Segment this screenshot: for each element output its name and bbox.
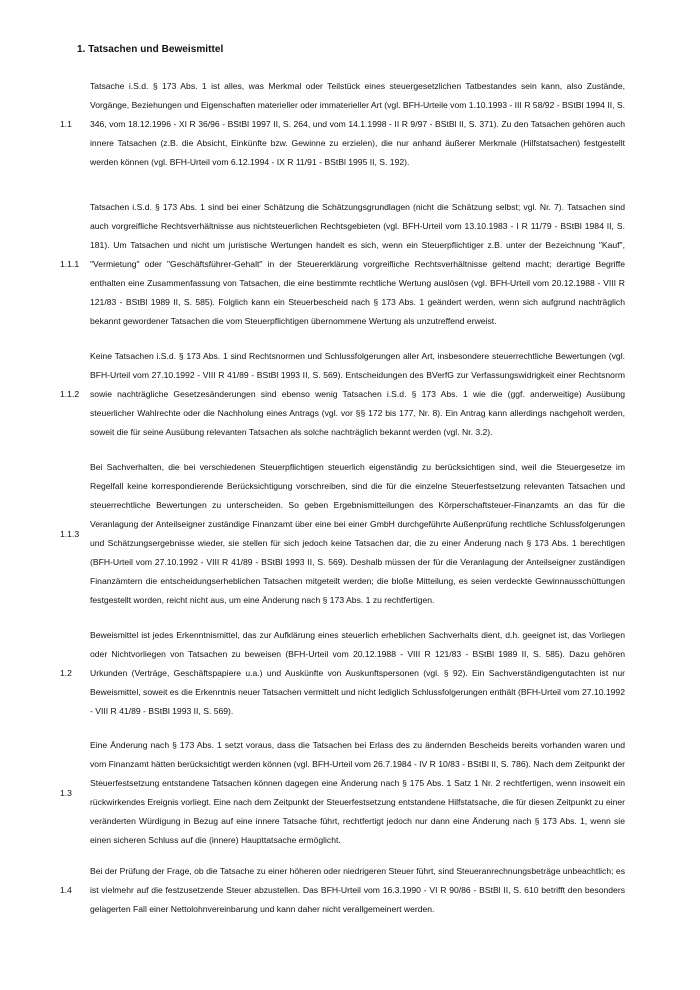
paragraph-number: 1.2 — [60, 668, 72, 678]
paragraph-1-2 — [60, 626, 625, 721]
paragraph-text: Tatsache i.S.d. § 173 Abs. 1 ist alles, was Merkmal oder Teilstück eines steuergesetzlichen Tatbestandes sein kann, also Zustände, Vorgänge, Beziehungen und Eigenschaften materieller oder immaterieller Art (vgl. BFH-Urteile vom 1.10.1993 - III R 58/92 - BStBl 1994 II, S. 346, vom 18.12.1996 - XI R 36/96 - BStBl 1997 II, S. 264, und vom 14.1.1998 - II R 9/97 - BStBl II, S. 371). Zu den Tatsachen gehören auch innere Tatsachen (z.B. die Absicht, Einkünfte bzw. Gewinne zu erzielen), die nur anhand äußerer Merkmale (Hilfstatsachen) festgestellt werden können (vgl. BFH-Urteil vom 6.12.1994 - IX R 11/91 - BStBl 1995 II, S. 192). — [90, 81, 625, 167]
paragraph-number: 1.3 — [60, 787, 72, 798]
paragraph-number: 1.4 — [60, 885, 72, 895]
paragraph-1-1-2 — [60, 347, 625, 442]
paragraph-1-1-3 — [60, 458, 625, 610]
paragraph-1-1-1 — [60, 198, 625, 331]
paragraph-text: Tatsachen i.S.d. § 173 Abs. 1 sind bei einer Schätzung die Schätzungsgrundlagen (nicht die Schätzung selbst; vgl. Nr. 7). Tatsachen sind auch vorgreifliche Rechtsverhältnisse aus nichtsteuerlichen Rechtsgebieten (vgl. BFH-Urteil vom 13.10.1983 - I R 11/79 - BStBl 1984 II, S. 181). Um Tatsachen und nicht um juristische Wertungen handelt es sich, wenn ein Steuerpflichtiger z.B. unter der Bezeichnung "Kauf", "Vermietung" oder "Geschäftsführer-Gehalt" in der Steuererklärung vorgreifliche Rechtsverhältnisse geltend macht; derartige Begriffe enthalten eine Zusammenfassung von Tatsachen, die eine bestimmte rechtliche Wertung auslösen (vgl. BFH-Urteil vom 20.12.1988 - VIII R 121/83 - BStBl 1989 II, S. 585). Folglich kann ein Steuerbescheid nach § 173 Abs. 1 geändert werden, wenn sich aufgrund nachträglich bekannt gewordener Tatsachen die vom Steuerpflichtigen übernommene Wertung als unzutreffend erweist. — [90, 202, 625, 326]
paragraph-1-1 — [60, 77, 625, 172]
paragraph-text: Beweismittel ist jedes Erkenntnismittel, das zur Aufklärung eines steuerlich erheblichen Sachverhalts dient, d.h. geeignet ist, das Vorliegen oder Nichtvorliegen von Tatsachen zu beweisen (BFH-Urteil vom 20.12.1988 - VIII R 121/83 - BStBl 1989 II, S. 585). Dazu gehören Urkunden (Verträge, Geschäftspapiere u.a.) und Auskünfte von Auskunftspersonen (vgl. § 92). Ein Sachverständigengutachten ist nur Beweismittel, soweit es die Erkenntnis neuer Tatsachen vermittelt und nicht lediglich Schlussfolgerungen enthält (BFH-Urteil vom 27.10.1992 - VIII R 41/89 - BStBl 1993 II, S. 569). — [90, 630, 625, 716]
section-heading: 1. Tatsachen und Beweismittel — [77, 44, 224, 55]
paragraph-number: 1.1.3 — [60, 528, 80, 539]
paragraph-text: Eine Änderung nach § 173 Abs. 1 setzt voraus, dass die Tatsachen bei Erlass des zu ändernden Bescheids bereits vorhanden waren und vom Finanzamt hätten berücksichtigt werden können (vgl. BFH-Urteil vom 26.7.1984 - IV R 10/83 - BStBl II, S. 786). Nach dem Zeitpunkt der Steuerfestsetzung entstandene Tatsachen können dagegen eine Änderung nach § 175 Abs. 1 Satz 1 Nr. 2 rechtfertigen, wenn insoweit ein rückwirkendes Ereignis vorliegt. Eine nach dem Zeitpunkt der Steuerfestsetzung entstandene Hilfstatsache, die für diesen Zeitpunkt zu einer veränderten Würdigung in Bezug auf eine innere Tatsache führt, rechtfertigt jedoch nur dann eine Änderung nach § 173 Abs. 1, wenn sie einen sicheren Schluss auf die (innere) Haupttatsache ermöglicht. — [90, 740, 625, 845]
paragraph-number: 1.1 — [60, 119, 72, 129]
paragraph-1-3 — [60, 736, 625, 850]
paragraph-text: Keine Tatsachen i.S.d. § 173 Abs. 1 sind Rechtsnormen und Schlussfolgerungen aller Art, insbesondere steuerrechtliche Bewertungen (vgl. BFH-Urteil vom 27.10.1992 - VIII R 41/89 - BStBl 1993 II, S. 569). Entscheidungen des BVerfG zur Verfassungswidrigkeit einer Rechtsnorm sowie nachträgliche Gesetzesänderungen sind ebenso wenig Tatsachen i.S.d. § 173 Abs. 1 wie die (ggf. anderweitige) Ausübung steuerlicher Wahlrechte oder die Nachholung eines Antrags (vgl. vor §§ 172 bis 177, Nr. 8). Ein Antrag kann allerdings nachgeholt werden, soweit die für seine Ausübung relevanten Tatsachen als solche nachträglich bekannt werden (vgl. Nr. 3.2). — [90, 351, 625, 437]
paragraph-number: 1.1.1 — [60, 259, 80, 269]
paragraph-text: Bei der Prüfung der Frage, ob die Tatsache zu einer höheren oder niedrigeren Steuer führt, sind Steueranrechnungsbeträge unbeachtlich; es ist vielmehr auf die festzusetzende Steuer abzustellen. Das BFH-Urteil vom 16.3.1990 - VI R 90/86 - BStBl II, S. 610 betrifft den besonders gelagerten Fall einer Nettolohnvereinbarung und kann daher nicht verallgemeinert werden. — [90, 866, 625, 914]
paragraph-text: Bei Sachverhalten, die bei verschiedenen Steuerpflichtigen steuerlich eigenständig zu berücksichtigen sind, weil die Steuergesetze im Regelfall keine korrespondierende Berücksichtigung vorschreiben, sind die für die einzelne Steuerfestsetzung relevanten Tatsachen und steuerrechtliche Bewertungen zu unterscheiden. So geben Ergebnismitteilungen des Körperschaftsteuer-Finanzamts an das für die Veranlagung der Anteilseigner zuständige Finanzamt über eine bei einer GmbH durchgeführte Außenprüfung rechtliche Schlussfolgerungen und Schätzungsergebnisse wieder, sie stellen für sich jedoch keine Tatsachen dar, die zu einer Änderung nach § 173 Abs. 1 berechtigen (BFH-Urteil vom 27.10.1992 - VIII R 41/89 - BStBl 1993 II, S. 569). Deshalb müssen der für die Veranlagung der Anteilseigner zuständigen Finanzämtern die entscheidungserheblichen Tatsachen mitgeteilt werden; die bloße Mitteilung, es seien verdeckte Gewinnausschüttungen festgestellt worden, reicht nicht aus, um eine Änderung nach § 173 Abs. 1 zu rechtfertigen. — [90, 462, 625, 605]
paragraph-number: 1.1.2 — [60, 389, 80, 399]
paragraph-1-4 — [60, 862, 625, 919]
